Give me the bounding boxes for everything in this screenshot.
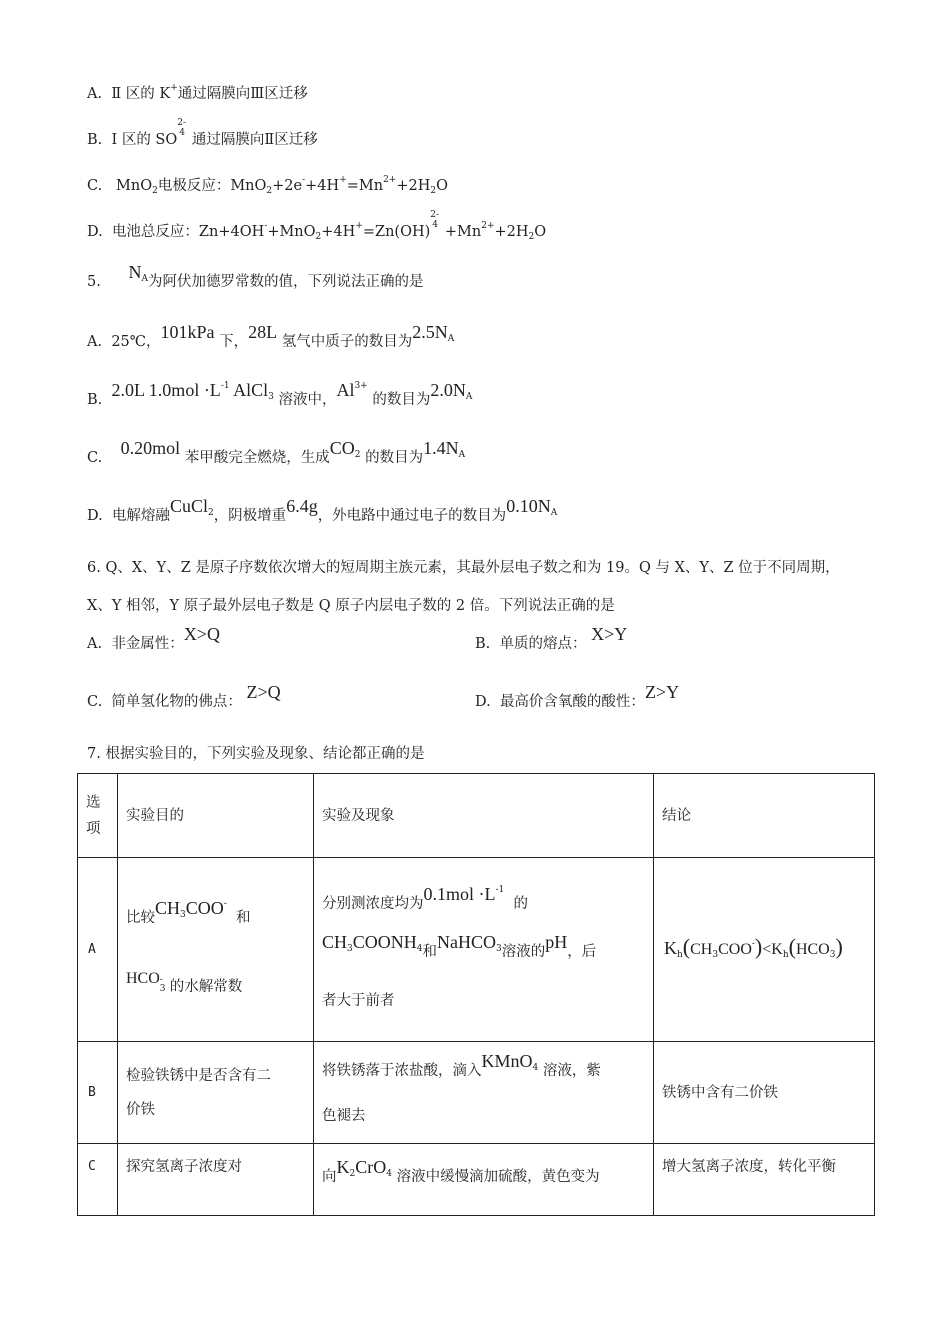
q4-option-c xyxy=(87,174,448,196)
experiment-line: 色褪去 xyxy=(322,1108,366,1124)
math: Z>Q xyxy=(246,682,281,702)
q7-table xyxy=(77,773,875,1216)
q6-option-b xyxy=(475,624,628,653)
subscript: 3 xyxy=(159,984,166,994)
subscript: 2 xyxy=(528,232,535,242)
header-text: 项 xyxy=(86,820,101,837)
math: KMnO xyxy=(481,1051,533,1071)
subscript: 2 xyxy=(430,186,437,196)
paren-open: ( xyxy=(788,934,796,959)
question-stem: 为阿伏加德罗常数的值，下列说法正确的是 xyxy=(148,274,424,290)
subscript: A xyxy=(465,392,473,402)
cell-text: 的水解常数 xyxy=(169,979,243,995)
row-label: C xyxy=(78,1144,118,1216)
subscript: 3 xyxy=(496,944,502,954)
formula: +2H xyxy=(396,178,431,194)
superscript: + xyxy=(339,175,347,185)
math: 1.4N xyxy=(423,438,459,458)
option-label: A. xyxy=(87,86,103,102)
ion-charge xyxy=(430,210,440,236)
option-text: 简单氢化物的佛点： xyxy=(111,694,242,710)
row-conclusion: 铁锈中含有二价铁 xyxy=(654,1042,875,1144)
math: 2.0L 1.0mol ·L xyxy=(111,380,221,400)
charge: 2- xyxy=(177,118,187,128)
math: <K xyxy=(762,941,783,958)
question-number: 5. xyxy=(87,274,101,290)
formula: +2H xyxy=(494,224,529,240)
subscript: 2 xyxy=(315,232,322,242)
formula: +4H xyxy=(321,224,356,240)
superscript: 2+ xyxy=(383,175,397,185)
math: Al xyxy=(336,380,355,400)
math: 2.0N xyxy=(430,380,466,400)
purpose-line: 价铁 xyxy=(126,1101,155,1118)
subscript: A xyxy=(550,508,558,518)
option-label: D. xyxy=(475,694,491,710)
formula: O xyxy=(436,178,449,194)
math: NaHCO xyxy=(437,932,496,952)
subscript: 4 xyxy=(416,944,423,954)
option-text: 的数目为 xyxy=(372,392,431,408)
q5-option-a xyxy=(87,322,455,352)
math: 2.5N xyxy=(412,322,448,342)
paren-open: ( xyxy=(682,934,691,959)
superscript: + xyxy=(170,83,178,93)
subscript: h xyxy=(677,950,683,960)
superscript: + xyxy=(355,221,363,231)
subscript: 4 xyxy=(432,220,439,230)
math: COO xyxy=(185,898,224,918)
option-label: B. xyxy=(87,392,103,408)
option-label: B. xyxy=(475,636,491,652)
header-text: 选 xyxy=(86,794,101,811)
superscript: -1 xyxy=(220,381,230,391)
subscript: 2 xyxy=(349,1169,356,1179)
option-label: C. xyxy=(87,694,103,710)
formula: +Mn xyxy=(444,224,482,240)
formula: +4H xyxy=(305,178,340,194)
option-text: 电极反应：MnO xyxy=(157,178,267,194)
formula: =Zn(OH) xyxy=(362,224,431,240)
cell-text: 向 xyxy=(322,1169,337,1185)
q5-option-b xyxy=(87,380,473,410)
math: COO xyxy=(718,941,752,958)
cell-text: 将铁锈落于浓盐酸，滴入 xyxy=(322,1063,482,1079)
q5-stem xyxy=(87,262,424,292)
option-text: Ⅱ 区的 K xyxy=(111,86,171,102)
math: 0.10N xyxy=(506,496,551,516)
option-text: 25℃， xyxy=(111,334,161,350)
q6-option-c xyxy=(87,682,281,711)
table-header-row xyxy=(78,774,875,858)
formula: =Mn xyxy=(346,178,384,194)
charge: - xyxy=(159,975,163,985)
q4-option-b xyxy=(87,118,318,149)
option-label: D. xyxy=(87,508,103,524)
option-text: 的数目为 xyxy=(365,450,424,466)
option-text: ，外电路中通过电子的数目为 xyxy=(317,508,507,524)
subscript: 3 xyxy=(712,950,719,960)
header-option xyxy=(78,774,118,858)
option-text: 苯甲酸完全燃烧，生成 xyxy=(184,450,330,466)
q4-option-d xyxy=(87,210,547,242)
experiment-line: 者大于前者 xyxy=(322,993,395,1009)
math: 0.20mol xyxy=(120,438,181,458)
math: 0.1mol ·L xyxy=(423,884,496,904)
header-conclusion: 结论 xyxy=(654,774,875,858)
purpose-line xyxy=(126,970,305,1000)
option-text: 电池总反应：Zn+4OH xyxy=(111,224,265,240)
math: CrO xyxy=(355,1157,387,1177)
math: N xyxy=(128,262,142,282)
row-experiment xyxy=(314,1144,654,1216)
row-purpose xyxy=(118,1042,314,1144)
option-label: B. xyxy=(87,132,103,148)
q4-option-a xyxy=(87,82,308,103)
option-text: 电解熔融 xyxy=(111,508,170,524)
q6-stem-line1: 6. Q、X、Y、Z 是原子序数依次增大的短周期主族元素，其最外层电子数之和为 19。Q 与 X、Y、Z 位于不同周期， xyxy=(87,560,840,576)
superscript: - xyxy=(302,175,306,185)
option-label: A. xyxy=(87,334,103,350)
option-text: 通过隔膜向Ⅲ区迁移 xyxy=(177,86,308,102)
subscript: 4 xyxy=(532,1063,539,1073)
option-text: 最高价含氧酸的酸性： xyxy=(499,694,645,710)
paren-close: ) xyxy=(754,934,763,959)
row-label: B xyxy=(78,1042,118,1144)
q5-option-d xyxy=(87,496,558,526)
math: Z>Y xyxy=(644,682,680,702)
table-row xyxy=(78,858,875,1042)
cell-text: 和 xyxy=(236,910,251,926)
paren-close: ) xyxy=(835,934,843,959)
math: HCO xyxy=(795,941,830,958)
option-text: 单质的熔点： xyxy=(499,636,587,652)
subscript: 3 xyxy=(347,944,353,954)
table-row xyxy=(78,1144,875,1216)
ion-charge xyxy=(177,118,187,144)
math: AlCl xyxy=(229,380,269,400)
q6-stem-line2: X、Y 相邻，Y 原子最外层电子数是 Q 原子内层电子数的 2 倍。下列说法正确的是 xyxy=(87,598,615,614)
row-experiment xyxy=(314,858,654,1042)
q7-stem: 7. 根据实验目的，下列实验及现象、结论都正确的是 xyxy=(87,746,425,762)
superscript: - xyxy=(751,939,755,949)
math: CuCl xyxy=(169,496,208,516)
math: pH xyxy=(545,932,568,952)
row-label: A xyxy=(78,858,118,1042)
math: K xyxy=(664,938,677,958)
cell-text: 溶液，紫 xyxy=(542,1063,601,1079)
subscript: 4 xyxy=(386,1169,392,1179)
formula: +MnO xyxy=(267,224,316,240)
subscript: 2 xyxy=(266,186,273,196)
subscript: 2 xyxy=(354,450,361,460)
math: 28L xyxy=(248,322,278,342)
row-conclusion xyxy=(654,858,875,1042)
superscript: 2+ xyxy=(481,221,495,231)
subscript: 3 xyxy=(268,392,274,402)
option-label: C. xyxy=(87,178,103,194)
purpose-line: 检验铁锈中是否含有二 xyxy=(126,1067,271,1084)
formula: MnO xyxy=(116,178,153,194)
math: X>Y xyxy=(591,624,628,644)
math: CH xyxy=(322,932,348,952)
q6-option-d xyxy=(475,682,680,711)
option-text: 氢气中质子的数目为 xyxy=(281,334,413,350)
subscript: h xyxy=(782,950,789,960)
subscript: 2 xyxy=(152,186,158,196)
superscript: 3+ xyxy=(354,381,368,391)
option-label: C. xyxy=(87,450,103,466)
superscript: -1 xyxy=(495,885,505,895)
option-text: 非金属性： xyxy=(111,636,184,652)
header-experiment: 实验及现象 xyxy=(314,774,654,858)
math: CH xyxy=(690,941,713,958)
charge: 2- xyxy=(430,210,440,220)
cell-text: 和 xyxy=(422,944,437,960)
q5-option-c xyxy=(87,438,466,468)
subscript: 4 xyxy=(179,128,185,138)
header-purpose: 实验目的 xyxy=(118,774,314,858)
math: CH xyxy=(155,898,181,918)
subscript: 3 xyxy=(180,910,186,920)
subscript: 3 xyxy=(829,950,836,960)
formula: +2e xyxy=(272,178,303,194)
cell-text: 的 xyxy=(513,896,528,912)
row-purpose xyxy=(118,858,314,1042)
option-label: D. xyxy=(87,224,103,240)
formula: O xyxy=(534,224,547,240)
cell-text: 溶液的 xyxy=(501,944,546,960)
ion-charge xyxy=(159,975,170,994)
math: 6.4g xyxy=(286,496,318,516)
option-text: 通过隔膜向Ⅱ区迁移 xyxy=(191,132,318,148)
superscript: - xyxy=(223,899,227,909)
math: K xyxy=(336,1157,350,1177)
cell-text: ，后 xyxy=(567,944,597,960)
row-experiment xyxy=(314,1042,654,1144)
cell-text: 比较 xyxy=(126,910,155,926)
cell-text: 分别测浓度均为 xyxy=(322,896,424,912)
option-text: 下， xyxy=(219,334,249,350)
math: CO xyxy=(329,438,355,458)
math: COONH xyxy=(352,932,417,952)
math: HCO xyxy=(126,970,160,987)
option-text: 溶液中， xyxy=(278,392,337,408)
subscript: A xyxy=(458,450,466,460)
purpose-line xyxy=(126,899,305,936)
option-text: ，阴极增重 xyxy=(213,508,287,524)
option-text: Ⅰ 区的 SO xyxy=(111,132,178,148)
subscript: 2 xyxy=(207,508,214,518)
table-row xyxy=(78,1042,875,1144)
experiment-line xyxy=(322,1051,645,1089)
experiment-line xyxy=(322,932,645,970)
cell-text: 溶液中缓慢滴加硫酸，黄色变为 xyxy=(396,1169,600,1185)
superscript: - xyxy=(264,221,268,231)
subscript: A xyxy=(141,274,148,284)
row-purpose: 探究氢离子浓度对 xyxy=(118,1144,314,1216)
option-label: A. xyxy=(87,636,103,652)
subscript: A xyxy=(447,334,455,344)
math: X>Q xyxy=(183,624,220,644)
math: 101kPa xyxy=(160,322,215,342)
experiment-line xyxy=(322,885,645,917)
q6-option-a xyxy=(87,624,220,653)
row-conclusion: 增大氢离子浓度，转化平衡 xyxy=(654,1144,875,1216)
